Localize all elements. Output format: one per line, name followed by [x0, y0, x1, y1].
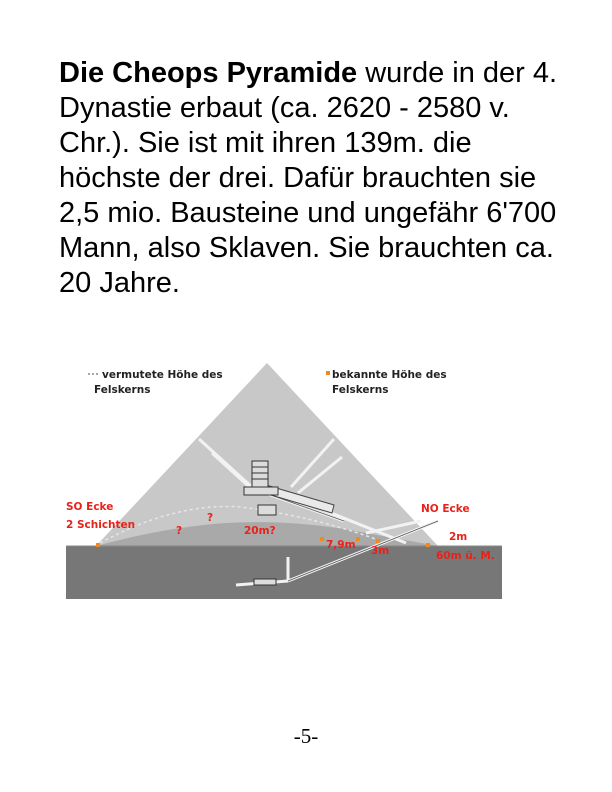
- pyramid-cross-section-diagram: [66, 357, 502, 599]
- legend-left-line2: Felskerns: [94, 384, 151, 396]
- question-label-1: ?: [207, 512, 214, 524]
- page-number: -5-: [293, 724, 319, 748]
- question-label-2: ?: [176, 525, 183, 537]
- twenty-m-label: 20m?: [244, 525, 276, 537]
- so-ecke-label: SO Ecke: [66, 501, 114, 513]
- pyramid-name: Die Cheops Pyramide: [59, 57, 358, 89]
- queens-chamber: [258, 505, 276, 515]
- description-body: wurde in der 4. Dynastie erbaut (ca. 2620 - 2580 v. Chr.). Sie ist mit ihren 139m. die höchste der drei. Dafür brauchten sie 2,5 mio. Bausteine und ungefähr 6'700 Mann, also Sklaven. Sie brauchten ca. 20 Jahre.: [59, 57, 558, 299]
- legend-left-line1: vermutete Höhe des: [102, 369, 223, 381]
- description-paragraph: [59, 56, 559, 301]
- legend-orange-marker: [326, 371, 330, 375]
- seven-m-label: 7,9m: [326, 539, 356, 551]
- three-m-label: 3m: [371, 545, 390, 557]
- schichten-label: 2 Schichten: [66, 519, 136, 531]
- two-m-label: 2m: [449, 531, 468, 543]
- subterranean-chamber: [254, 579, 276, 585]
- no-ecke-label: NO Ecke: [421, 503, 470, 515]
- legend-right-line1: bekannte Höhe des: [332, 369, 447, 381]
- sixty-m-label: 60m ü. M.: [436, 550, 495, 562]
- legend-right-line2: Felskerns: [332, 384, 389, 396]
